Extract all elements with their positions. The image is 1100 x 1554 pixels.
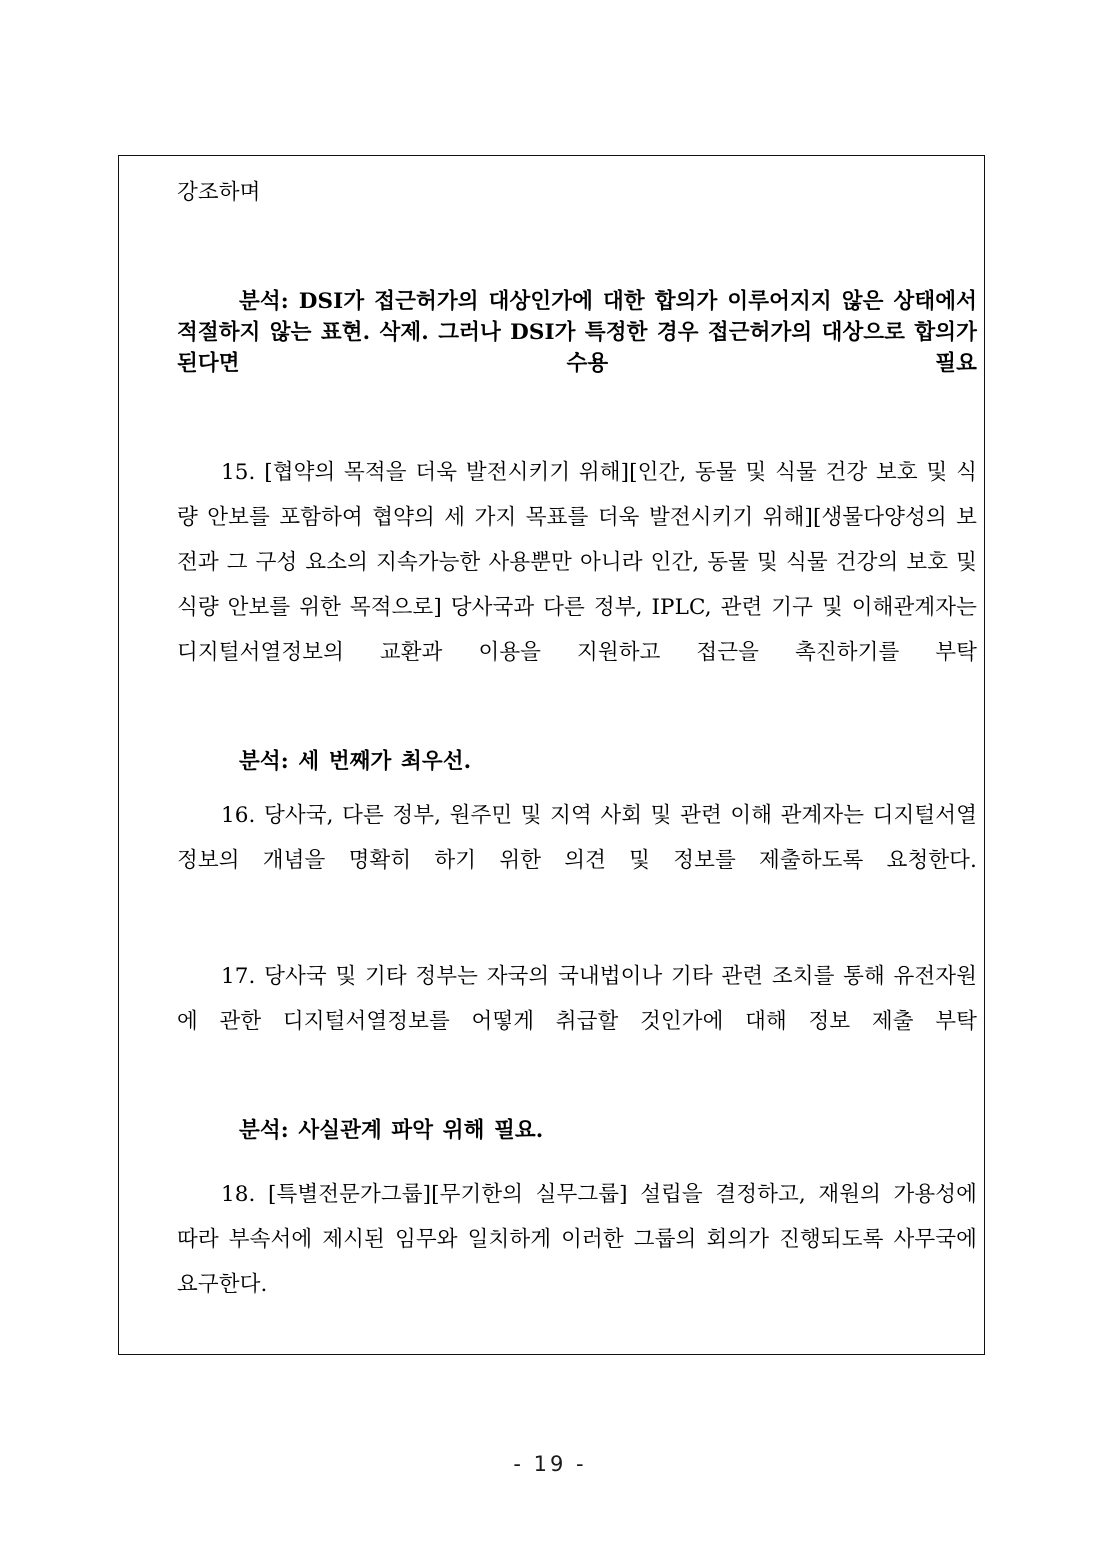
spacer — [177, 928, 977, 954]
analysis-block-3: 분석: 사실관계 파악 위해 필요. — [239, 1118, 544, 1143]
spacer — [177, 1089, 977, 1115]
spacer — [177, 260, 977, 286]
numbered-item-15: 15. [협약의 목적을 더욱 발전시키기 위해][인간, 동물 및 식물 건강 보호 및 식량 안보를 포함하여 협약의 세 가지 목표를 더욱 발전시키기 위해][생물다양성의 보전과 그 구성 요소의 지속가능한 사용뿐만 아니라 인간, 동물 및 식물 건강의 보호 및 식량 안보를 위한 목적으로] 당사국과 다른 정부, IPLC, 관련 기구 및 이해관계자는 디지털서열정보의 교환과 이용을 지원하고 접근을 촉진하기를 부탁 — [177, 460, 977, 665]
frame-inner-content — [177, 170, 977, 1355]
numbered-item-18: 18. [특별전문가그룹][무기한의 실무그룹] 설립을 결정하고, 재원의 가용성에 따라 부속서에 제시된 임무와 일치하게 이러한 그룹의 회의가 진행되도록 사무국에 요구한다. — [177, 1182, 977, 1297]
analysis-block-2: 분석: 세 번째가 최우선. — [239, 749, 472, 774]
numbered-item-16: 16. 당사국, 다른 정부, 원주민 및 지역 사회 및 관련 이해 관계자는 디지털서열정보의 개념을 명확히 하기 위한 의견 및 정보를 제출하도록 요청한다. — [177, 803, 977, 873]
spacer — [177, 1146, 977, 1172]
numbered-item-17: 17. 당사국 및 기타 정부는 자국의 국내법이나 기타 관련 조치를 통해 유전자원에 관한 디지털서열정보를 어떻게 취급할 것인가에 대해 정보 제출 부탁 — [177, 964, 977, 1034]
page-number: - 19 - — [513, 1452, 587, 1476]
spacer — [177, 720, 977, 746]
bordered-text-frame — [118, 155, 985, 1355]
analysis-block-1: 분석: DSI가 접근허가의 대상인가에 대한 합의가 이루어지지 않은 상태에서 적절하지 않는 표현. 삭제. 그러나 DSI가 특정한 경우 접근허가의 대상으로 합의가 된다면 수용 필요 — [177, 289, 977, 376]
spacer — [177, 777, 977, 793]
spacer — [177, 1352, 977, 1355]
opening-fragment-line: 강조하며 — [177, 180, 261, 205]
spacer — [177, 410, 977, 450]
